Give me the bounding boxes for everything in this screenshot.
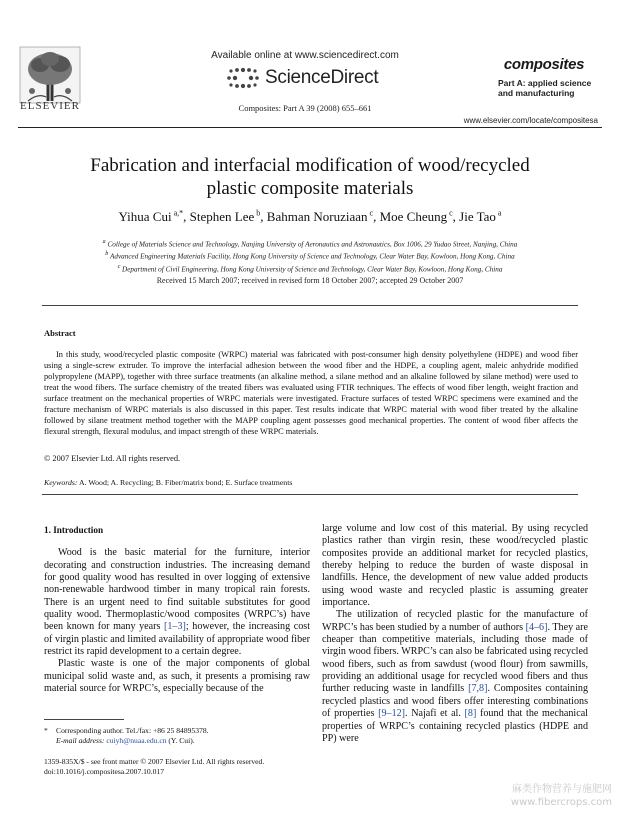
received-dates: Received 15 March 2007; received in revised form 18 October 2007; accepted 29 October 2007 xyxy=(156,276,464,285)
abstract-divider-top xyxy=(42,305,578,306)
footnote-divider xyxy=(44,719,124,720)
publisher-name: ELSEVIER xyxy=(20,100,80,112)
body-column-left xyxy=(44,524,310,695)
email-link[interactable]: cuiyh@nuaa.edu.cn xyxy=(106,736,167,745)
affiliation: $^b$ Advanced Engineering Materials Facility, Hong Kong University of Science and Technology, Clear Water Bay, Kowloon, Hong Kong, China xyxy=(105,251,515,261)
author: Jie Tao $^a$ xyxy=(459,209,502,225)
abstract-copyright: © 2007 Elsevier Ltd. All rights reserved. xyxy=(44,454,181,463)
keywords-divider xyxy=(42,494,578,495)
keywords xyxy=(44,478,292,487)
keywords-list: A. Wood; A. Recycling; B. Fiber/matrix bond; E. Surface treatments xyxy=(77,478,293,487)
available-online-text: Available online at www.sciencedirect.com xyxy=(211,50,399,61)
body-column-right xyxy=(322,523,588,745)
citation-link[interactable]: [8] xyxy=(464,708,477,720)
journal-subtitle-line2: and manufacturing xyxy=(498,88,575,98)
article-title xyxy=(40,154,580,200)
journal-subtitle-line1: Part A: applied science xyxy=(498,78,592,88)
citation-link[interactable]: [9–12] xyxy=(378,708,406,720)
footnote-star: * xyxy=(44,726,48,735)
paragraph: The utilization of recycled plastic for the manufacture of WRPC’s has been studied by a number of authors [4–6]. They are cheaper than competitive materials, including those made of virgin wood fibers. WRPC’s can also be fabricated using recycled wood fibers, such as from sawdust (wood flour) from sawmills, providing an additional usage for recycled wood fibers and thus further reducing waste in landfills [7,8]. Composites containing recycled plastics and wood fibers offer interesting combinations of properties [9–12]. Najafi et al. [8] found that the mechanical properties of WRPC’s containing recycled plastics (HDPE and PP) were xyxy=(322,609,588,744)
title-line-1: Fabrication and interfacial modification of wood/recycled xyxy=(90,155,530,176)
paragraph: Wood is the basic material for the furniture, interior decorating and construction industries. The increasing demand for good quality wood has resulted in over logging of extensive non-renewable hardwood timber in many tropical rain forests. There is an urgent need to find suitable substitutes for good quality wood. Thermoplastic/wood composites (WRPC’s) have been known for many years [1–3]; however, the increasing cost of virgin plastic and limited availability of appropriate wood fiber restrict its rapid development to a certain degree. xyxy=(44,547,310,658)
issn-line: 1359-835X/$ - see front matter © 2007 Elsevier Ltd. All rights reserved. xyxy=(44,757,265,766)
author: Moe Cheung $^c$, xyxy=(379,209,460,225)
author: Yihua Cui $^{a,*}$, xyxy=(118,209,190,225)
abstract-heading: Abstract xyxy=(44,328,76,338)
sciencedirect-dots-icon xyxy=(225,66,261,90)
paragraph: large volume and low cost of this material. By using recycled plastics rather than virgin resin, these wood/recycled plastic composites provide an additional market for recycled plastics, thereby helping to reduce the burden of waste disposal in landfills. Hence, the development of new value added products using wood waste and recycled plastic is assuming greater importance. xyxy=(322,523,588,609)
paragraph: Plastic waste is one of the major components of global municipal solid waste and, as such, it presents a promising raw material source for WRPC’s, especially because of the xyxy=(44,658,310,695)
author: Bahman Noruziaan $^c$, xyxy=(266,209,380,225)
citation-link[interactable]: [1–3] xyxy=(164,621,186,633)
keywords-label: Keywords: xyxy=(44,478,78,487)
journal-reference: Composites: Part A 39 (2008) 655–661 xyxy=(238,103,372,113)
section-heading: 1. Introduction xyxy=(44,525,104,535)
doi-line[interactable]: doi:10.1016/j.compositesa.2007.10.017 xyxy=(44,767,165,776)
affiliation: $^a$ College of Materials Science and Technology, Nanjing University of Aeronautics and Astronautics, Box 1006, 29 Yudao Street, Nanjing, China xyxy=(102,239,518,249)
affiliations xyxy=(20,237,600,274)
site-watermark: 麻类作物营养与施肥网 www.fibercrops.com xyxy=(510,784,612,808)
corresponding-author-footnote: * Corresponding author. Tel./fax: +86 25 84895378. E-mail address: cuiyh@nuaa.edu.cn (Y. Cui). xyxy=(44,726,209,745)
sciencedirect-text: ScienceDirect xyxy=(265,67,379,88)
abstract-text: In this study, wood/recycled plastic composite (WRPC) material was fabricated with post-consumer high density polyethylene (HDPE) and wood fiber using a single-screw extruder. To improve the interfacial adhesion between the wood fiber and the HDPE, a coupling agent, maleic anhydride modified polypropylene (MAPP), together with three surface treatments (an alkaline method, a silane method and an alkaline followed by silane method) were used to treat the wood fibers. The surface chemistry of the treated fibers was evaluated using FTIR techniques. The effects of wood fiber length, weight fraction and surface treatment on the mechanical properties of WRPC materials were investigated. Fracture surfaces of tested WRPC specimens were examined and the fracture mechanism of WRPC materials is also discussed in this paper. Test results indicate that WRPC material with wood fiber treated by the alkaline followed by silane treatment method together with the MAPP coupling agent possesses good mechanical properties. The content of wood fiber affects the flexural strength, flexural modulus, and impact strength of these WRPC materials. xyxy=(44,350,578,436)
journal-logo: composites xyxy=(503,56,585,73)
title-line-2: plastic composite materials xyxy=(206,178,414,199)
citation-link[interactable]: [4–6] xyxy=(525,621,548,633)
author-list xyxy=(20,209,600,225)
affiliation: $^c$ Department of Civil Engineering, Hong Kong University of Science and Technology, Clear Water Bay, Kowloon, Hong Kong, China xyxy=(117,263,503,274)
header-divider xyxy=(18,127,602,128)
citation-link[interactable]: [7,8] xyxy=(468,683,488,695)
abstract-body xyxy=(44,349,578,437)
author: Stephen Lee $^b$, xyxy=(189,209,267,225)
issn-doi xyxy=(44,757,312,777)
sciencedirect-brand xyxy=(225,64,378,92)
journal-subtitle xyxy=(498,78,598,98)
journal-website-link[interactable]: www.elsevier.com/locate/compositesa xyxy=(463,116,598,125)
